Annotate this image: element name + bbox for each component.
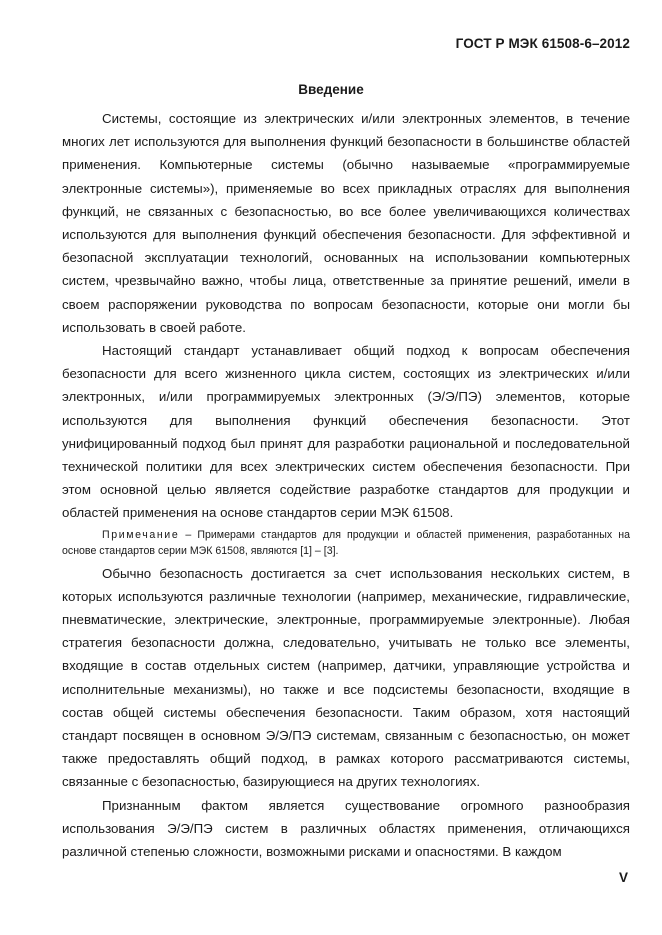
page-number: V: [618, 870, 628, 885]
paragraph-2: Настоящий стандарт устанавливает общий подход к вопросам обеспечения безопасности для всего жизненного цикла систем, состоящих из электрических и/или электронных, и/или программируемых электронных (Э/Э/ПЭ) элементов, которые используются для выполнения функций обеспечения безопасности. Этот унифицированный подход был принят для разработки рациональной и последовательной технической политики для всех электрических систем обеспечения безопасности. При этом основной целью является содействие разработке стандартов для продукции и областей применения на основе стандартов серии МЭК 61508.: [62, 343, 630, 521]
note-text: – Примерами стандартов для продукции и областей применения, разработанных на основе стандартов серии МЭК 61508, являются [1] – [3].: [62, 528, 630, 557]
note: [62, 527, 630, 559]
paragraph-4: Признанным фактом является существование огромного разнообразия использования Э/Э/ПЭ систем в различных областях применения, отличающихся различной степенью сложности, возможными рисками и опасностями. В каждом: [62, 797, 630, 860]
note-label: Примечание: [102, 528, 180, 541]
document-code-header: ГОСТ Р МЭК 61508-6–2012: [455, 36, 630, 51]
body-text: [62, 107, 630, 863]
section-title: Введение: [298, 82, 364, 97]
paragraph-1: Системы, состоящие из электрических и/или электронных элементов, в течение многих лет используются для выполнения функций безопасности в большинстве областей применения. Компьютерные системы (обычно называемые «программируемые электронные системы»), применяемые во всех прикладных отраслях для выполнения функций, не связанных с безопасностью, во все более увеличивающихся количествах используются для выполнения функций обеспечения безопасности. Для эффективной и безопасной эксплуатации технологий, основанных на использовании компьютерных систем, чрезвычайно важно, чтобы лица, ответственные за принятие решений, имели в своем распоряжении руководства по вопросам безопасности, которые они могли бы использовать в своей работе.: [62, 111, 630, 335]
paragraph-3: Обычно безопасность достигается за счет использования нескольких систем, в которых используются различные технологии (например, механические, гидравлические, пневматические, электрические, электронные, программируемые электронные). Любая стратегия безопасности должна, следовательно, учитывать не только все элементы, входящие в состав отдельных систем (например, датчики, управляющие устройства и исполнительные механизмы), но также и все подсистемы безопасности, входящие в состав общей системы обеспечения безопасности. Таким образом, хотя настоящий стандарт посвящен в основном Э/Э/ПЭ системам, связанным с безопасностью, он может также предоставлять общий подход, в рамках которого рассматриваются системы, связанные с безопасностью, базирующиеся на других технологиях.: [62, 565, 630, 790]
